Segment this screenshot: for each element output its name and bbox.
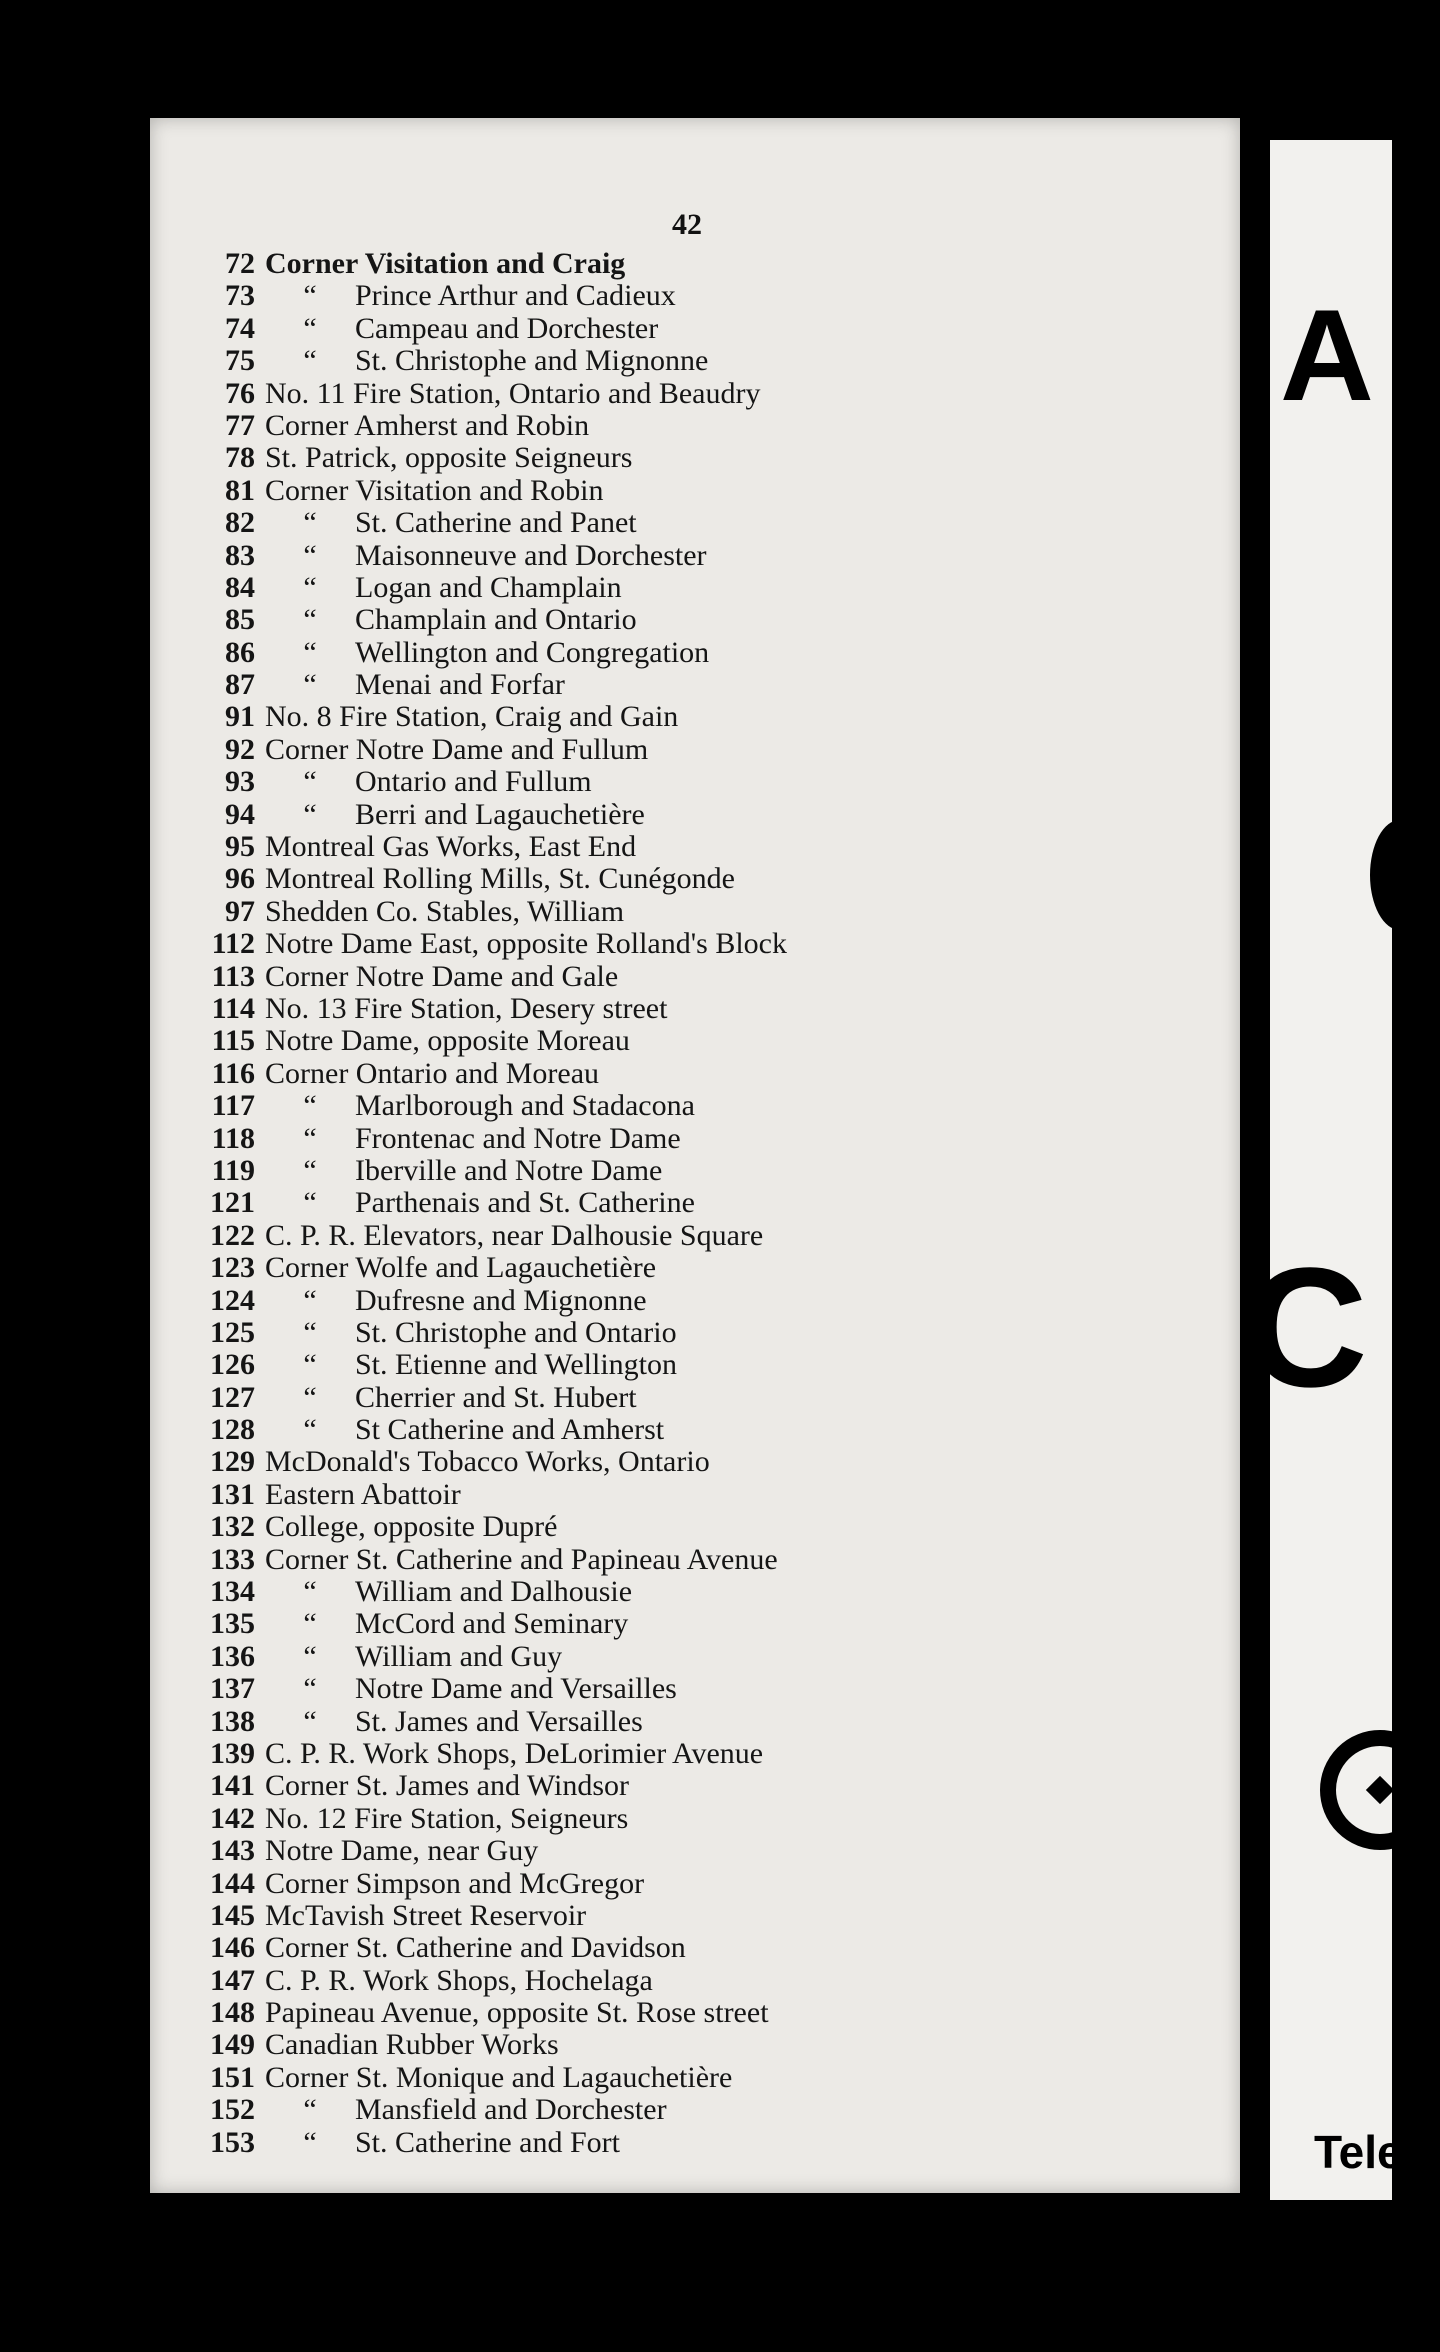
list-item [185,993,1225,1025]
entry-number: 143 [210,1834,255,1868]
list-item [185,863,1225,895]
ditto-mark: “ [303,570,317,604]
list-item [185,280,1225,312]
entry-location: Shedden Co. Stables, William [265,894,625,928]
list-item [185,2094,1225,2126]
entry-location: St Catherine and Amherst [355,1413,665,1447]
entry-number: 139 [210,1736,255,1770]
entry-number: 116 [211,1056,255,1090]
ditto-mark: “ [303,1153,317,1187]
right-page-fragment-bottom: Telep [1314,2126,1431,2178]
ditto-mark: “ [303,1380,317,1414]
entry-location: Frontenac and Notre Dame [355,1121,681,1155]
entry-number: 147 [210,1963,255,1997]
list-item [185,248,1225,280]
list-item [185,896,1225,928]
entry-location: No. 11 Fire Station, Ontario and Beaudry [265,376,761,410]
entry-location: Corner Amherst and Robin [265,408,590,442]
ditto-mark: “ [303,603,317,637]
entry-number: 97 [225,894,255,928]
list-item [185,345,1225,377]
entry-number: 141 [210,1769,255,1803]
entry-location: Maisonneuve and Dorchester [355,538,707,572]
entry-number: 77 [225,408,255,442]
ditto-mark: “ [303,1315,317,1349]
ornament-shape [1370,820,1430,930]
entry-location: William and Dalhousie [355,1575,633,1609]
list-item [185,1446,1225,1478]
list-item [185,1770,1225,1802]
entry-number: 135 [210,1607,255,1641]
entry-location: Notre Dame, near Guy [265,1834,539,1868]
list-item [185,961,1225,993]
ditto-mark: “ [303,1089,317,1123]
ditto-mark: “ [303,506,317,540]
entry-number: 121 [210,1186,255,1220]
entry-number: 76 [225,376,255,410]
entry-number: 151 [210,2060,255,2094]
entry-location: Corner St. Catherine and Papineau Avenue [265,1542,778,1576]
ditto-mark: “ [303,538,317,572]
entry-number: 144 [210,1866,255,1900]
entry-location: C. P. R. Work Shops, DeLorimier Avenue [265,1736,764,1770]
ditto-mark: “ [303,1639,317,1673]
list-item [185,604,1225,636]
entry-number: 86 [225,635,255,669]
ditto-mark: “ [303,311,317,345]
entry-location: Corner Notre Dame and Gale [265,959,619,993]
ditto-mark: “ [303,1704,317,1738]
entry-location: Corner St. Catherine and Davidson [265,1931,686,1965]
list-item [185,378,1225,410]
entry-location: William and Guy [355,1639,563,1673]
entry-number: 123 [210,1251,255,1285]
list-item [185,1965,1225,1997]
entry-location: Marlborough and Stadacona [355,1089,695,1123]
entry-location: Notre Dame East, opposite Rolland's Block [265,927,787,961]
entry-number: 118 [211,1121,255,1155]
entry-number: 94 [225,797,255,831]
list-item [185,572,1225,604]
entry-location: St. Christophe and Ontario [355,1315,677,1349]
entry-location: College, opposite Dupré [265,1510,558,1544]
entry-location: Prince Arthur and Cadieux [355,279,676,313]
entry-number: 96 [225,862,255,896]
ditto-mark: “ [303,279,317,313]
ditto-mark: “ [303,765,317,799]
entry-location: McDonald's Tobacco Works, Ontario [265,1445,710,1479]
list-item [185,1025,1225,1057]
book-gutter [1240,140,1270,2200]
list-item [185,928,1225,960]
entry-location: C. P. R. Elevators, near Dalhousie Square [265,1218,764,1252]
entry-number: 136 [210,1639,255,1673]
entry-location: C. P. R. Work Shops, Hochelaga [265,1963,653,1997]
entry-number: 82 [225,506,255,540]
list-item [185,2029,1225,2061]
list-item [185,701,1225,733]
entry-number: 145 [210,1898,255,1932]
entry-number: 122 [210,1218,255,1252]
list-item [185,1479,1225,1511]
entry-location: Iberville and Notre Dame [355,1153,663,1187]
entry-number: 152 [210,2093,255,2127]
ditto-mark: “ [303,797,317,831]
list-item [185,1576,1225,1608]
entry-location: Campeau and Dorchester [355,311,659,345]
list-item [185,1900,1225,1932]
entry-location: Mansfield and Dorchester [355,2093,667,2127]
entry-location: McTavish Street Reservoir [265,1898,587,1932]
entry-number: 137 [210,1672,255,1706]
list-item [185,1608,1225,1640]
entry-location: Montreal Rolling Mills, St. Cunégonde [265,862,735,896]
ditto-mark: “ [303,1607,317,1641]
entry-number: 153 [210,2125,255,2159]
entry-location: St. Etienne and Wellington [355,1348,677,1382]
entry-number: 129 [210,1445,255,1479]
list-item [185,1835,1225,1867]
ditto-mark: “ [303,1413,317,1447]
list-item [185,1317,1225,1349]
list-item [185,1511,1225,1543]
list-item [185,1868,1225,1900]
list-item [185,831,1225,863]
list-item [185,1932,1225,1964]
entry-number: 131 [210,1477,255,1511]
entry-location: St. Christophe and Mignonne [355,344,709,378]
list-item [185,637,1225,669]
entry-number: 72 [225,247,255,280]
list-item [185,1285,1225,1317]
entry-number: 134 [210,1575,255,1609]
ditto-mark: “ [303,1348,317,1382]
entry-location: Berri and Lagauchetière [355,797,645,831]
ditto-mark: “ [303,1121,317,1155]
entry-number: 93 [225,765,255,799]
entry-number: 113 [211,959,255,993]
entry-number: 119 [211,1153,255,1187]
entry-number: 91 [225,700,255,734]
entry-location: St. James and Versailles [355,1704,643,1738]
entry-number: 78 [225,441,255,475]
entry-number: 84 [225,570,255,604]
list-item [185,1382,1225,1414]
list-item [185,734,1225,766]
entry-location: St. Catherine and Fort [355,2125,620,2159]
ditto-mark: “ [303,635,317,669]
entry-number: 81 [225,473,255,507]
list-item [185,410,1225,442]
ditto-mark: “ [303,1575,317,1609]
entry-location: Corner Notre Dame and Fullum [265,732,649,766]
list-item [185,1706,1225,1738]
list-item [185,1058,1225,1090]
list-item [185,475,1225,507]
right-page-fragment-top: A [1280,282,1374,428]
list-item [185,1252,1225,1284]
entry-number: 124 [210,1283,255,1317]
ditto-mark: “ [303,1672,317,1706]
entry-number: 125 [210,1315,255,1349]
entry-location: Cherrier and St. Hubert [355,1380,637,1414]
list-item [185,2062,1225,2094]
entry-number: 133 [210,1542,255,1576]
entry-number: 146 [210,1931,255,1965]
entry-location: Corner Simpson and McGregor [265,1866,645,1900]
entry-number: 85 [225,603,255,637]
ditto-mark: “ [303,344,317,378]
entry-number: 128 [210,1413,255,1447]
entry-location: No. 12 Fire Station, Seigneurs [265,1801,629,1835]
list-item [185,1414,1225,1446]
entry-number: 75 [225,344,255,378]
entry-location: St. Catherine and Panet [355,506,637,540]
list-item [185,1641,1225,1673]
entry-location: Eastern Abattoir [265,1477,461,1511]
list-item [185,313,1225,345]
entry-number: 127 [210,1380,255,1414]
list-item [185,1997,1225,2029]
list-item [185,1187,1225,1219]
right-page-fragment-middle: C [1245,1233,1368,1423]
entry-location: Corner St. Monique and Lagauchetière [265,2060,733,2094]
alarm-box-list [185,248,1225,2159]
entry-location: Wellington and Congregation [355,635,710,669]
list-item [185,2127,1225,2159]
entry-location: Corner Visitation and Robin [265,473,604,507]
entry-number: 142 [210,1801,255,1835]
list-item [185,1349,1225,1381]
list-item [185,1803,1225,1835]
list-item [185,1673,1225,1705]
list-item [185,669,1225,701]
right-page [1245,140,1431,2200]
entry-number: 126 [210,1348,255,1382]
entry-number: 112 [211,927,255,961]
entry-location: Parthenais and St. Catherine [355,1186,695,1220]
ditto-mark: “ [303,1186,317,1220]
list-item [185,1220,1225,1252]
entry-number: 83 [225,538,255,572]
ditto-mark: “ [303,2125,317,2159]
entry-location: No. 8 Fire Station, Craig and Gain [265,700,679,734]
entry-number: 92 [225,732,255,766]
entry-location: Canadian Rubber Works [265,2028,559,2062]
ditto-mark: “ [303,668,317,702]
entry-number: 87 [225,668,255,702]
entry-location: Corner Ontario and Moreau [265,1056,600,1090]
list-item [185,1738,1225,1770]
list-item [185,1090,1225,1122]
ditto-mark: “ [303,2093,317,2127]
entry-number: 95 [225,830,255,864]
list-item [185,1544,1225,1576]
entry-location: Logan and Champlain [355,570,622,604]
entry-location: St. Patrick, opposite Seigneurs [265,441,633,475]
entry-location: Notre Dame, opposite Moreau [265,1024,630,1058]
list-item [185,540,1225,572]
entry-number: 149 [210,2028,255,2062]
list-item [185,1123,1225,1155]
list-item [185,1155,1225,1187]
list-item [185,799,1225,831]
entry-number: 73 [225,279,255,313]
entry-number: 74 [225,311,255,345]
entry-location: Menai and Forfar [355,668,565,702]
entry-location: Dufresne and Mignonne [355,1283,647,1317]
entry-number: 114 [211,991,255,1025]
entry-number: 138 [210,1704,255,1738]
entry-location: Champlain and Ontario [355,603,637,637]
list-item [185,766,1225,798]
entry-location: No. 13 Fire Station, Desery street [265,991,668,1025]
list-item [185,442,1225,474]
entry-location: Montreal Gas Works, East End [265,830,637,864]
ornament-ring-icon [1320,1730,1440,1850]
entry-location: Corner Wolfe and Lagauchetière [265,1251,657,1285]
entry-number: 132 [210,1510,255,1544]
entry-location: Papineau Avenue, opposite St. Rose street [265,1996,769,2030]
entry-number: 148 [210,1996,255,2030]
entry-location: McCord and Seminary [355,1607,629,1641]
list-item [185,507,1225,539]
entry-location: Notre Dame and Versailles [355,1672,677,1706]
entry-location: Corner Visitation and Craig [265,247,626,280]
page-number: 42 [672,208,702,241]
entry-location: Ontario and Fullum [355,765,592,799]
entry-location: Corner St. James and Windsor [265,1769,630,1803]
ditto-mark: “ [303,1283,317,1317]
entry-number: 115 [211,1024,255,1058]
entry-number: 117 [211,1089,255,1123]
